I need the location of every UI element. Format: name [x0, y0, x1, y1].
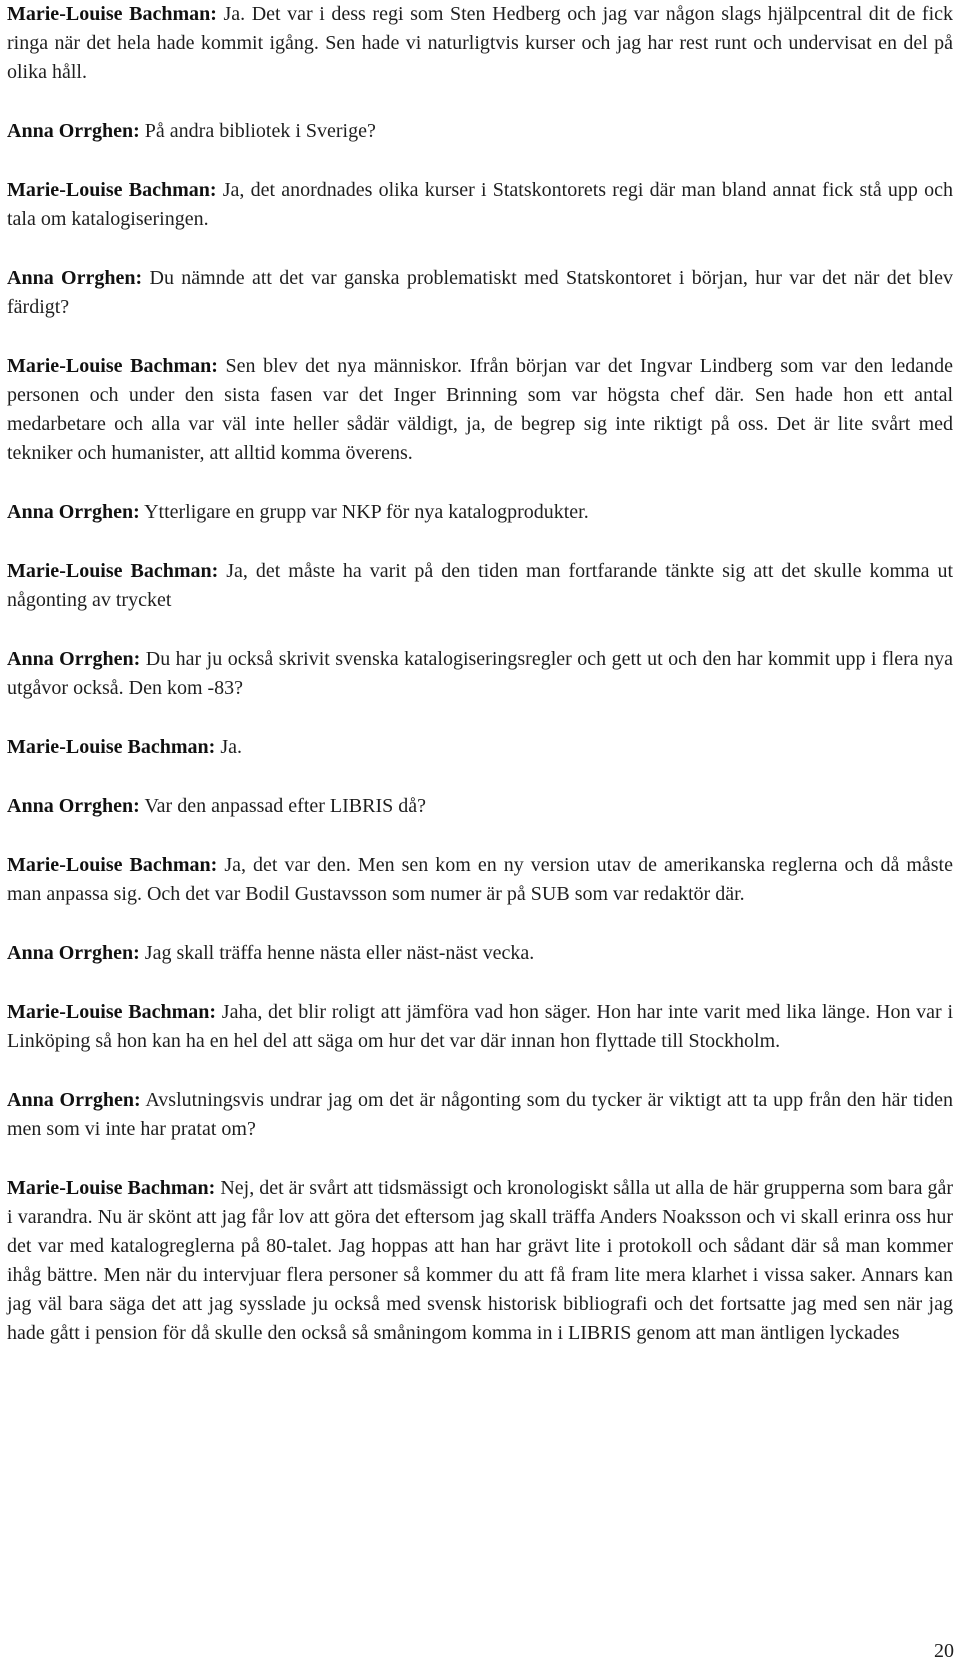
- paragraph-text: Jag skall träffa henne nästa eller näst-näst vecka.: [144, 942, 535, 964]
- paragraph-text: Sen blev det nya människor. Ifrån början var det Ingvar Lindberg som var den ledande personen och under den sista fasen var det Inger Brinning som var högsta chef där. Sen hade hon ett antal medarbetare och alla var väl inte heller sådär väldigt, ja, de begrep sig inte riktigt på oss. Det är lite svårt med tekniker och humanister, att alltid komma överens.: [7, 355, 954, 464]
- transcript-body: [7, 0, 953, 1378]
- paragraph-text: Nej, det är svårt att tidsmässigt och kronologiskt sålla ut alla de här grupperna som bara går i varandra. Nu är skönt att jag får lov att göra det eftersom jag skall träffa Anders Noaksson och vi skall erinra oss hur det var med katalogreglerna på 80-talet. Jag hoppas att han har grävt lite i protokoll och sådant där så man kommer ihåg bättre. Men när du intervjuar flera personer så kommer du att få fram lite mera klarhet i vissa saker. Annars kan jag väl bara säga det att jag sysslade ju också med svensk historisk bibliografi och det fortsatte jag med sen när jag hade gått i pension för då skulle den också så småningom komma in i LIBRIS genom att man äntligen lyckades: [7, 1177, 954, 1344]
- transcript-paragraph: [7, 352, 953, 468]
- paragraph-text: Ja, det anordnades olika kurser i Statskontorets regi där man bland annat fick stå upp och tala om katalogiseringen.: [7, 179, 953, 230]
- transcript-paragraph: [7, 117, 953, 146]
- speaker-name: Marie-Louise Bachman:: [7, 3, 217, 25]
- transcript-paragraph: [7, 1086, 953, 1144]
- transcript-paragraph: [7, 0, 953, 87]
- paragraph-text: Var den anpassad efter LIBRIS då?: [144, 795, 426, 817]
- speaker-name: Anna Orrghen:: [7, 267, 143, 289]
- paragraph-text: På andra bibliotek i Sverige?: [144, 120, 376, 142]
- paragraph-text: Ja, det var den. Men sen kom en ny version utav de amerikanska reglerna och då måste man anpassa sig. Och det var Bodil Gustavsson som numer är på SUB som var redaktör där.: [7, 854, 953, 905]
- paragraph-text: Avslutningsvis undrar jag om det är någonting som du tycker är viktigt att ta upp från den här tiden men som vi inte har pratat om?: [7, 1089, 953, 1140]
- transcript-paragraph: [7, 792, 953, 821]
- transcript-paragraph: [7, 733, 953, 762]
- paragraph-text: Ja. Det var i dess regi som Sten Hedberg och jag var någon slags hjälpcentral dit de fick ringa när det hela hade kommit igång. Sen hade vi naturligtvis kurser och jag har rest runt och undervisat en del på olika håll.: [7, 3, 954, 83]
- speaker-name: Anna Orrghen:: [7, 120, 140, 142]
- speaker-name: Marie-Louise Bachman:: [7, 736, 216, 758]
- transcript-paragraph: [7, 851, 953, 909]
- speaker-name: Anna Orrghen:: [7, 942, 140, 964]
- speaker-name: Marie-Louise Bachman:: [7, 560, 219, 582]
- transcript-paragraph: [7, 176, 953, 234]
- speaker-name: Marie-Louise Bachman:: [7, 179, 217, 201]
- speaker-name: Anna Orrghen:: [7, 795, 140, 817]
- page-number: 20: [934, 1640, 954, 1662]
- paragraph-text: Du nämnde att det var ganska problematiskt med Statskontoret i början, hur var det när det blev färdigt?: [7, 267, 953, 318]
- speaker-name: Anna Orrghen:: [7, 501, 140, 523]
- paragraph-text: Ja, det måste ha varit på den tiden man fortfarande tänkte sig att det skulle komma ut någonting av trycket: [7, 560, 954, 611]
- transcript-paragraph: [7, 498, 953, 527]
- paragraph-text: Ja.: [220, 736, 242, 758]
- paragraph-text: Du har ju också skrivit svenska katalogiseringsregler och gett ut och den har kommit upp i flera nya utgåvor också. Den kom -83?: [7, 648, 954, 699]
- transcript-paragraph: [7, 645, 953, 703]
- speaker-name: Marie-Louise Bachman:: [7, 355, 218, 377]
- paragraph-text: Jaha, det blir roligt att jämföra vad hon säger. Hon har inte varit med lika länge. Hon var i Linköping så hon kan ha en hel del att säga om hur det var där innan hon flyttade till Stockholm.: [7, 1001, 954, 1052]
- speaker-name: Anna Orrghen:: [7, 648, 141, 670]
- transcript-paragraph: [7, 1174, 953, 1348]
- transcript-paragraph: [7, 998, 953, 1056]
- transcript-paragraph: [7, 557, 953, 615]
- speaker-name: Marie-Louise Bachman:: [7, 1001, 217, 1023]
- speaker-name: Marie-Louise Bachman:: [7, 1177, 216, 1199]
- speaker-name: Anna Orrghen:: [7, 1089, 141, 1111]
- speaker-name: Marie-Louise Bachman:: [7, 854, 218, 876]
- paragraph-text: Ytterligare en grupp var NKP för nya katalogprodukter.: [144, 501, 589, 523]
- transcript-paragraph: [7, 939, 953, 968]
- transcript-paragraph: [7, 264, 953, 322]
